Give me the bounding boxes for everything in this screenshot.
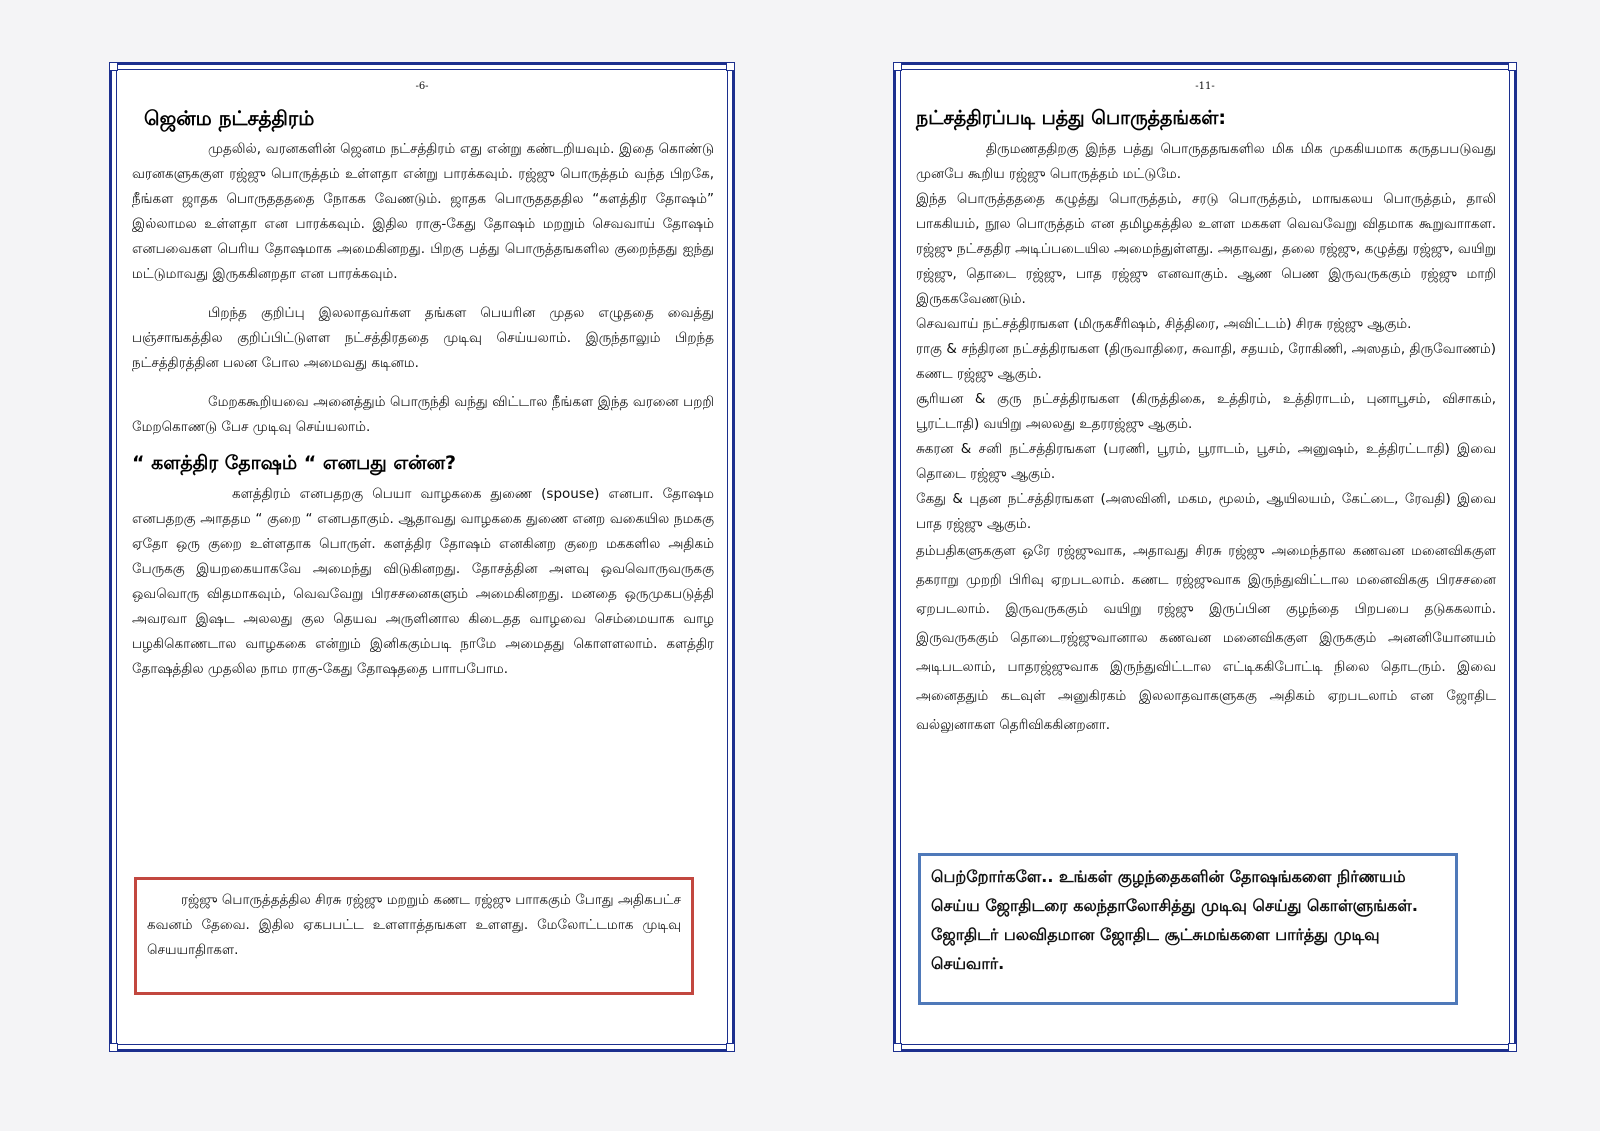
right-page-content [916,101,1496,740]
border-corner-ornament [109,1043,118,1052]
paragraph-couple-rajju: தம்பதிகளுககுள ஒரே ரஜ்ஜுவாக, அதாவது சிரசு ரஜ்ஜு அமைந்தால கணவன மனைவிககுள தகராறு முறறி பிரிவு ஏறபடலாம். கணட ரஜ்ஜுவாக இருந்துவிட்டால மனைவிககு பிரசசனை ஏறபடலாம். இருவருககும் வயிறு ரஜ்ஜு இருப்பின குழந்தை பிறபபை தடுககலாம். இருவருககும் தொடைரஜ்ஜுவானால கணவன மனைவிககுள இருககும் அனனியோனயம் அடிபடலாம், பாதரஜ்ஜுவாக இருந்துவிட்டால எட்டிககிபோட்டி நிலை தொடரும். இவை அனைததும் கடவுள் அனுகிரகம் இலலாதவாகளுககு அதிகம் ஏறபடலாம் என ஜோதிட வல்லுனாகள தெரிவிககினறனா. [916,543,1496,733]
border-corner-ornament [726,62,735,71]
paragraph-kaluthu-porutham: இந்த பொருத்தததை கழுத்து பொருத்தம், சரடு பொருத்தம், மாஙகலய பொருத்தம், தாலி பாககியம், நூல பொருத்தம் என தமிழகத்தில உளள மககள வெவவேறு விதமாக கூறுவாாகள. ரஜ்ஜு நட்சததிர அடிப்படையில அமைந்துள்ளது. அதாவது, தலை ரஜ்ஜு, கழுத்து ரஜ்ஜு, வயிறு ரஜ்ஜு, தொடை ரஜ்ஜு, பாத ரஜ்ஜு எனவாகும். ஆண பெண இருவருககும் ரஜ்ஜு மாறி இருககவேணடும். [916,191,1496,307]
rajju-line-sirasu: செவவாய் நட்சத்திரஙகள (மிருகசீரிஷம், சித்திரை, அவிட்டம்) சிரசு ரஜ்ஜு ஆகும். [916,316,1412,332]
page-number: -11- [1195,81,1215,92]
page-title: ஜென்ம நட்சத்திரம் [144,106,315,130]
section-subtitle: “ களத்திர தோஷம் “ எனபது என்ன? [132,452,457,474]
paragraph-kalathira-dosham: களத்திரம் எனபதறகு பெயா வாழககை துணை (spouse) எனபா. தோஷம எனபதறகு அாததம “ குறை “ எனபதாகும். ஆதாவது வாழககை துணை எனற வகையில நமககு ஏதோ ஒரு குறை உள்ளதாக பொருள். களத்திர தோஷம் எனகினற குறை மககளில அதிகம் பேருககு இயறகையாகவே அமைந்து விடுகினறது. தோசத்தின அளவு ஒவவொருவருககு ஒவவொரு விதமாகவும், வெவவேறு பிரசசனைகளும் அமைகினறது. மனதை ஒருமுகபடுத்தி அவரவா இஷட அலலது குல தெயவ அருளினால கிடைதத வாழவை செம்மையாக வாழ பழகிகொணடால வாழககை என்றும் இனிககும்படி நாமே அமைதது கொளளலாம். களத்திர தோஷத்தில முதலில நாம ராகு-கேது தோஷததை பாாபபோம. [132,486,714,677]
page-title: நட்சத்திரப்படி பத்து பொருத்தங்கள்: [916,107,1226,129]
border-corner-ornament [1508,62,1517,71]
left-page [109,62,735,1052]
paragraph-decide: மேறககூறியவை அனைத்தும் பொருந்தி வந்து விட்டால நீங்கள இந்த வரனை பறறி மேறகொணடு பேச முடிவு செய்யலாம். [132,394,714,435]
right-page [893,62,1517,1052]
paragraph-janma-star: முதலில், வரனகளின் ஜெனம நட்சத்திரம் எது என்று கண்டறியவும். இதை கொண்டு வரனகளுககுள ரஜ்ஜு பொருத்தம் உள்ளதா என்று பாரக்கவும். ரஜ்ஜு பொருத்தம் வந்த பிறகே, நீங்கள ஜாதக பொருததததை நோகக வேணடும். ஜாதக பொருததததில “களத்திர தோஷம்” இல்லாமல உள்ளதா என பாரக்கவும். இதில ராகு-கேது தோஷம் மறறும் செவவாய் தோஷம் எனபவைகள பெரிய தோஷமாக அமைகினறது. பிறகு பத்து பொருத்தஙகளில குறைந்தது ஐந்து மட்டுமாவது இருககினறதா என பாரக்கவும். [132,141,714,282]
paragraph-intro: திருமணததிறகு இந்த பத்து பொருததஙகளில மிக மிக முககியமாக கருதபபடுவது முனபே கூறிய ரஜ்ஜு பொருத்தம் மட்டுமே. [916,141,1496,182]
border-corner-ornament [893,1043,902,1052]
border-corner-ornament [893,62,902,71]
left-page-content [132,99,714,682]
border-corner-ornament [1508,1043,1517,1052]
note-box-parents: பெற்றோர்களே.. உங்கள் குழந்தைகளின் தோஷங்களை நிர்ணயம் செய்ய ஜோதிடரை கலந்தாலோசித்து முடிவு செய்து கொள்ளுங்கள். ஜோதிடர் பலவிதமான ஜோதிட சூட்சுமங்களை பார்த்து முடிவு செய்வார். [918,853,1458,1005]
rajju-line-vayiru: சூரியன & குரு நட்சத்திரஙகள (கிருத்திகை, உத்திரம், உத்திராடம், புனாபூசம், விசாகம், பூரட்டாதி) வயிறு அலலது உதரரஜ்ஜு ஆகும். [916,391,1496,432]
border-corner-ornament [109,62,118,71]
border-corner-ornament [726,1043,735,1052]
note-box-caution: ரஜ்ஜு பொருத்தத்தில சிரசு ரஜ்ஜு மறறும் கணட ரஜ்ஜு பாாககும் போது அதிகபட்ச கவனம் தேவை. இதில ஏகபபட்ட உளளாத்தஙகள உளளது. மேலோட்டமாக முடிவு செயயாதிாகள. [134,877,694,995]
page-number: -6- [415,81,429,92]
rajju-line-kanda: ராகு & சந்திரன நட்சத்திரஙகள (திருவாதிரை, சுவாதி, சதயம், ரோகிணி, அஸதம், திருவோணம்) கணட ரஜ்ஜு ஆகும். [916,341,1496,382]
rajju-line-thodai: சுகரன & சனி நட்சத்திரஙகள (பரணி, பூரம், பூராடம், பூசம், அனுஷம், உத்திரட்டாதி) இவை தொடை ரஜ்ஜு ஆகும். [916,441,1496,482]
rajju-line-paatha: கேது & புதன நட்சத்திரஙகள (அஸவினி, மகம, மூலம், ஆயிலயம், கேட்டை, ரேவதி) இவை பாத ரஜ்ஜு ஆகும். [916,491,1496,532]
paragraph-no-horoscope: பிறந்த குறிப்பு இலலாதவர்கள தங்கள பெயரின முதல எழுததை வைத்து பஞ்சாஙகத்தில குறிப்பிட்டுளள நட்சத்திரததை முடிவு செய்யலாம். இருந்தாலும் பிறந்த நட்சத்திரத்தின பலன போல அமைவது கடினம. [132,305,714,371]
